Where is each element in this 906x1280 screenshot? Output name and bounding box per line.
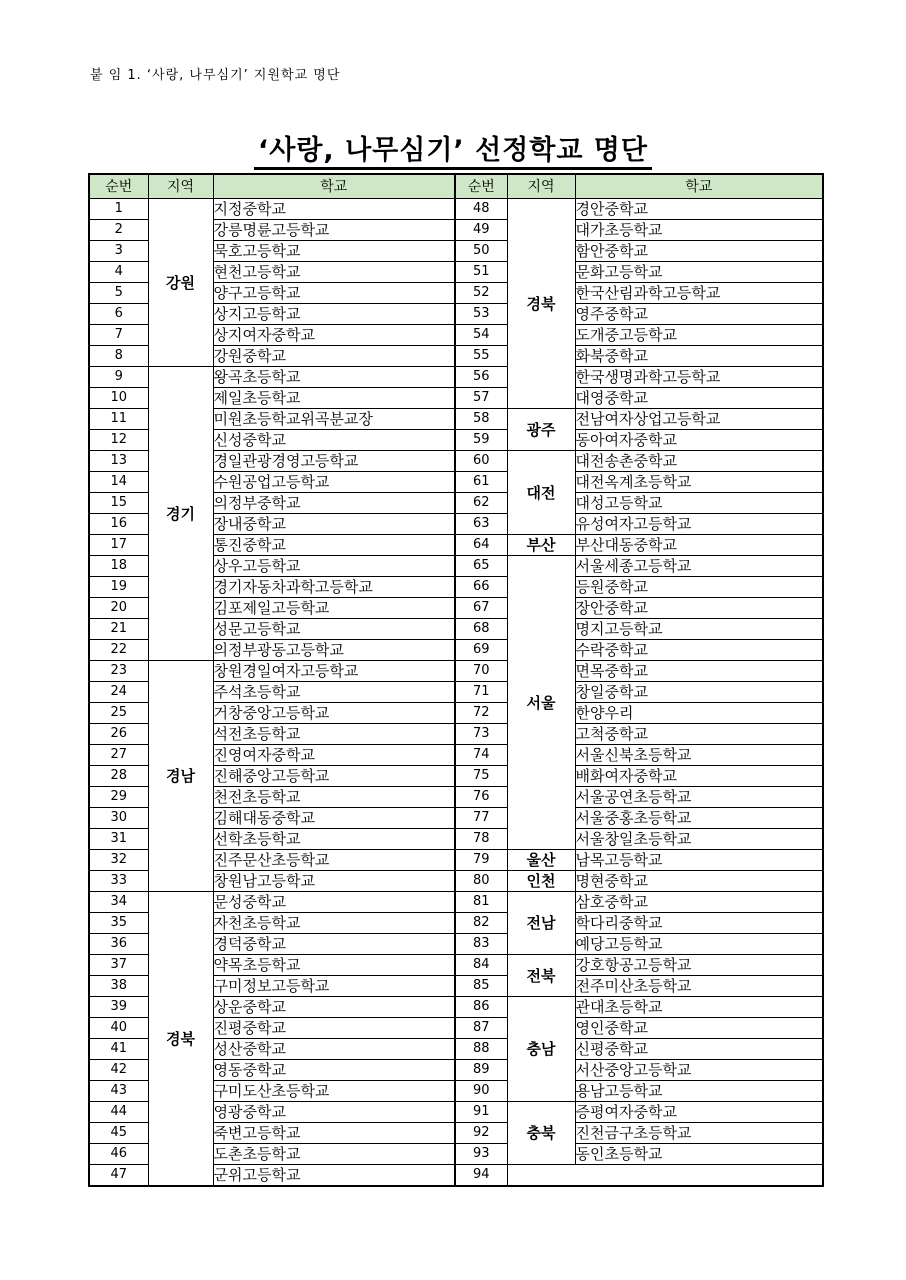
region-label: 경남 (148, 661, 213, 892)
school-name: 명현중학교 (575, 871, 823, 892)
region-label: 전북 (507, 955, 575, 997)
school-name: 창원경일여자고등학교 (213, 661, 455, 682)
row-number: 3 (89, 241, 148, 262)
school-name: 창일중학교 (575, 682, 823, 703)
school-name: 상운중학교 (213, 997, 455, 1018)
school-name: 약목초등학교 (213, 955, 455, 976)
school-list-table (88, 173, 824, 1187)
row-number: 58 (455, 409, 507, 430)
row-number: 22 (89, 640, 148, 661)
header-region-left: 지역 (148, 174, 213, 199)
table-row (89, 367, 823, 388)
row-number: 16 (89, 514, 148, 535)
school-name: 수원공업고등학교 (213, 472, 455, 493)
region-label: 인천 (507, 871, 575, 892)
school-name: 영동중학교 (213, 1060, 455, 1081)
row-number: 87 (455, 1018, 507, 1039)
school-name: 경기자동차과학고등학교 (213, 577, 455, 598)
row-number: 79 (455, 850, 507, 871)
school-name: 천전초등학교 (213, 787, 455, 808)
school-name: 고척중학교 (575, 724, 823, 745)
region-label: 광주 (507, 409, 575, 451)
row-number: 4 (89, 262, 148, 283)
row-number: 49 (455, 220, 507, 241)
row-number: 52 (455, 283, 507, 304)
school-name: 영인중학교 (575, 1018, 823, 1039)
region-label (507, 1165, 823, 1187)
school-name: 상지고등학교 (213, 304, 455, 325)
school-name: 상지여자중학교 (213, 325, 455, 346)
school-name: 대성고등학교 (575, 493, 823, 514)
row-number: 65 (455, 556, 507, 577)
row-number: 51 (455, 262, 507, 283)
row-number: 60 (455, 451, 507, 472)
region-label: 경북 (507, 199, 575, 409)
row-number: 71 (455, 682, 507, 703)
header-school-right: 학교 (575, 174, 823, 199)
school-name: 함안중학교 (575, 241, 823, 262)
school-name: 한국산림과학고등학교 (575, 283, 823, 304)
header-school-left: 학교 (213, 174, 455, 199)
row-number: 36 (89, 934, 148, 955)
school-name: 강원중학교 (213, 346, 455, 367)
region-label: 충남 (507, 997, 575, 1102)
school-name: 남목고등학교 (575, 850, 823, 871)
row-number: 5 (89, 283, 148, 304)
row-number: 53 (455, 304, 507, 325)
row-number: 39 (89, 997, 148, 1018)
school-name: 선학초등학교 (213, 829, 455, 850)
school-name: 진주문산초등학교 (213, 850, 455, 871)
row-number: 9 (89, 367, 148, 388)
row-number: 23 (89, 661, 148, 682)
row-number: 74 (455, 745, 507, 766)
school-name: 동인초등학교 (575, 1144, 823, 1165)
row-number: 92 (455, 1123, 507, 1144)
school-name: 동아여자중학교 (575, 430, 823, 451)
row-number: 50 (455, 241, 507, 262)
school-name: 삼호중학교 (575, 892, 823, 913)
school-name: 주석초등학교 (213, 682, 455, 703)
row-number: 47 (89, 1165, 148, 1187)
row-number: 33 (89, 871, 148, 892)
school-name: 서산중앙고등학교 (575, 1060, 823, 1081)
row-number: 35 (89, 913, 148, 934)
school-name: 전주미산초등학교 (575, 976, 823, 997)
row-number: 30 (89, 808, 148, 829)
school-name: 대전송촌중학교 (575, 451, 823, 472)
school-name: 진영여자중학교 (213, 745, 455, 766)
school-name: 한국생명과학고등학교 (575, 367, 823, 388)
school-name: 창원남고등학교 (213, 871, 455, 892)
school-name: 서울세종고등학교 (575, 556, 823, 577)
school-name: 군위고등학교 (213, 1165, 455, 1187)
school-name: 거창중앙고등학교 (213, 703, 455, 724)
row-number: 78 (455, 829, 507, 850)
school-name: 자천초등학교 (213, 913, 455, 934)
school-name: 전남여자상업고등학교 (575, 409, 823, 430)
header-no-left: 순번 (89, 174, 148, 199)
region-label: 울산 (507, 850, 575, 871)
school-name: 진평중학교 (213, 1018, 455, 1039)
school-name: 성문고등학교 (213, 619, 455, 640)
row-number: 86 (455, 997, 507, 1018)
row-number: 73 (455, 724, 507, 745)
row-number: 85 (455, 976, 507, 997)
row-number: 6 (89, 304, 148, 325)
header-region-right: 지역 (507, 174, 575, 199)
school-name: 화북중학교 (575, 346, 823, 367)
row-number: 81 (455, 892, 507, 913)
row-number: 75 (455, 766, 507, 787)
school-name: 영주중학교 (575, 304, 823, 325)
row-number: 13 (89, 451, 148, 472)
school-name: 배화여자중학교 (575, 766, 823, 787)
row-number: 24 (89, 682, 148, 703)
row-number: 64 (455, 535, 507, 556)
row-number: 14 (89, 472, 148, 493)
table-row (89, 892, 823, 913)
row-number: 82 (455, 913, 507, 934)
school-name: 도개중고등학교 (575, 325, 823, 346)
row-number: 89 (455, 1060, 507, 1081)
row-number: 25 (89, 703, 148, 724)
row-number: 59 (455, 430, 507, 451)
school-name: 강호항공고등학교 (575, 955, 823, 976)
school-name: 면목중학교 (575, 661, 823, 682)
row-number: 32 (89, 850, 148, 871)
row-number: 10 (89, 388, 148, 409)
school-name: 수락중학교 (575, 640, 823, 661)
school-name: 서울중홍초등학교 (575, 808, 823, 829)
school-name: 신평중학교 (575, 1039, 823, 1060)
row-number: 46 (89, 1144, 148, 1165)
school-name: 서울신북초등학교 (575, 745, 823, 766)
region-label: 부산 (507, 535, 575, 556)
school-name: 도촌초등학교 (213, 1144, 455, 1165)
school-name: 미원초등학교위곡분교장 (213, 409, 455, 430)
school-name: 구미도산초등학교 (213, 1081, 455, 1102)
row-number: 88 (455, 1039, 507, 1060)
row-number: 42 (89, 1060, 148, 1081)
region-label: 경북 (148, 892, 213, 1187)
row-number: 68 (455, 619, 507, 640)
row-number: 40 (89, 1018, 148, 1039)
row-number: 61 (455, 472, 507, 493)
row-number: 43 (89, 1081, 148, 1102)
school-name: 상우고등학교 (213, 556, 455, 577)
school-name: 신성중학교 (213, 430, 455, 451)
school-name: 한양우리 (575, 703, 823, 724)
region-label: 강원 (148, 199, 213, 367)
table-header-row (89, 174, 823, 199)
school-name: 대전옥계초등학교 (575, 472, 823, 493)
row-number: 12 (89, 430, 148, 451)
school-name: 통진중학교 (213, 535, 455, 556)
school-name: 예당고등학교 (575, 934, 823, 955)
school-name: 경덕중학교 (213, 934, 455, 955)
row-number: 67 (455, 598, 507, 619)
row-number: 55 (455, 346, 507, 367)
row-number: 57 (455, 388, 507, 409)
row-number: 84 (455, 955, 507, 976)
school-name: 진해중앙고등학교 (213, 766, 455, 787)
row-number: 93 (455, 1144, 507, 1165)
row-number: 19 (89, 577, 148, 598)
row-number: 44 (89, 1102, 148, 1123)
school-name: 영광중학교 (213, 1102, 455, 1123)
school-name: 서울공연초등학교 (575, 787, 823, 808)
school-name: 서울창일초등학교 (575, 829, 823, 850)
row-number: 8 (89, 346, 148, 367)
school-name: 부산대동중학교 (575, 535, 823, 556)
row-number: 11 (89, 409, 148, 430)
page-title-text: ‘사랑, 나무심기’ 선정학교 명단 (254, 135, 652, 170)
row-number: 77 (455, 808, 507, 829)
school-name: 성산중학교 (213, 1039, 455, 1060)
row-number: 91 (455, 1102, 507, 1123)
school-name: 문성중학교 (213, 892, 455, 913)
school-name: 왕곡초등학교 (213, 367, 455, 388)
row-number: 69 (455, 640, 507, 661)
school-name: 의정부광동고등학교 (213, 640, 455, 661)
school-name: 대가초등학교 (575, 220, 823, 241)
row-number: 90 (455, 1081, 507, 1102)
region-label: 대전 (507, 451, 575, 535)
row-number: 34 (89, 892, 148, 913)
school-name: 장내중학교 (213, 514, 455, 535)
school-name: 제일초등학교 (213, 388, 455, 409)
row-number: 29 (89, 787, 148, 808)
row-number: 94 (455, 1165, 507, 1187)
school-name: 김포제일고등학교 (213, 598, 455, 619)
school-name: 명지고등학교 (575, 619, 823, 640)
row-number: 27 (89, 745, 148, 766)
school-name: 김해대동중학교 (213, 808, 455, 829)
row-number: 18 (89, 556, 148, 577)
school-name: 학다리중학교 (575, 913, 823, 934)
school-name: 진천금구초등학교 (575, 1123, 823, 1144)
school-name: 죽변고등학교 (213, 1123, 455, 1144)
row-number: 2 (89, 220, 148, 241)
page-title (0, 128, 906, 167)
row-number: 54 (455, 325, 507, 346)
school-name: 석전초등학교 (213, 724, 455, 745)
row-number: 83 (455, 934, 507, 955)
school-name: 경일관광경영고등학교 (213, 451, 455, 472)
school-name: 지정중학교 (213, 199, 455, 220)
row-number: 7 (89, 325, 148, 346)
row-number: 37 (89, 955, 148, 976)
row-number: 80 (455, 871, 507, 892)
row-number: 70 (455, 661, 507, 682)
row-number: 76 (455, 787, 507, 808)
school-name: 의정부중학교 (213, 493, 455, 514)
school-name: 문화고등학교 (575, 262, 823, 283)
row-number: 45 (89, 1123, 148, 1144)
row-number: 56 (455, 367, 507, 388)
school-name: 묵호고등학교 (213, 241, 455, 262)
school-name: 장안중학교 (575, 598, 823, 619)
row-number: 38 (89, 976, 148, 997)
table-body (89, 199, 823, 1187)
row-number: 26 (89, 724, 148, 745)
header-no-right: 순번 (455, 174, 507, 199)
row-number: 48 (455, 199, 507, 220)
table-row (89, 661, 823, 682)
row-number: 31 (89, 829, 148, 850)
row-number: 17 (89, 535, 148, 556)
row-number: 72 (455, 703, 507, 724)
school-name: 양구고등학교 (213, 283, 455, 304)
row-number: 28 (89, 766, 148, 787)
row-number: 63 (455, 514, 507, 535)
school-name: 증평여자중학교 (575, 1102, 823, 1123)
region-label: 충북 (507, 1102, 575, 1165)
row-number: 66 (455, 577, 507, 598)
school-name: 구미정보고등학교 (213, 976, 455, 997)
table-row (89, 199, 823, 220)
row-number: 21 (89, 619, 148, 640)
school-name: 등원중학교 (575, 577, 823, 598)
row-number: 1 (89, 199, 148, 220)
row-number: 62 (455, 493, 507, 514)
school-name: 대영중학교 (575, 388, 823, 409)
row-number: 20 (89, 598, 148, 619)
attachment-label: 붙 임 1. ‘사랑, 나무심기’ 지원학교 명단 (90, 68, 341, 83)
row-number: 15 (89, 493, 148, 514)
region-label: 서울 (507, 556, 575, 850)
school-name: 강릉명륜고등학교 (213, 220, 455, 241)
school-name: 현천고등학교 (213, 262, 455, 283)
school-name: 용남고등학교 (575, 1081, 823, 1102)
school-name: 유성여자고등학교 (575, 514, 823, 535)
region-label: 경기 (148, 367, 213, 661)
school-name: 경안중학교 (575, 199, 823, 220)
region-label: 전남 (507, 892, 575, 955)
row-number: 41 (89, 1039, 148, 1060)
school-name: 관대초등학교 (575, 997, 823, 1018)
